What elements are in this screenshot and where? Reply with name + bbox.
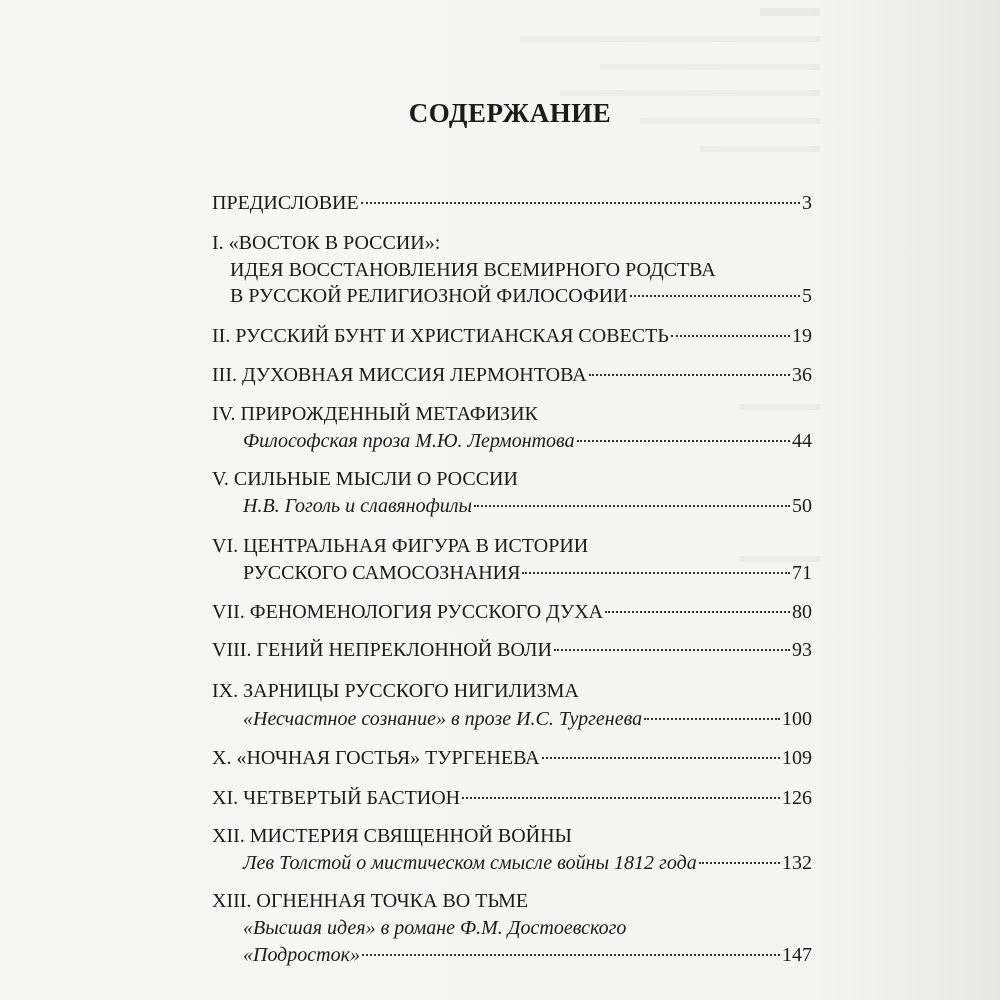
dot-leader [474, 505, 790, 507]
toc-entry-8 [212, 637, 812, 663]
dot-leader [630, 295, 800, 297]
page-title: СОДЕРЖАНИЕ [408, 98, 612, 128]
dot-leader [554, 649, 790, 651]
page-gutter-shadow [825, 0, 1000, 1000]
toc-entry-10 [212, 745, 812, 771]
toc-entry-6-line1: VI. ЦЕНТРАЛЬНАЯ ФИГУРА В ИСТОРИИ [212, 535, 589, 557]
toc-entry-13-title: XIII. ОГНЕННАЯ ТОЧКА ВО ТЬМЕ [212, 890, 529, 912]
toc-entry-7 [212, 599, 812, 625]
toc-entry-1-line1: I. «ВОСТОК В РОССИИ»: [212, 232, 441, 254]
toc-entry-preface [212, 190, 812, 216]
toc-entry-13 [243, 942, 812, 968]
dot-leader [589, 374, 790, 376]
toc-entry-9 [243, 706, 812, 732]
page-number: 100 [782, 708, 812, 730]
dot-leader [362, 954, 780, 956]
page-number: 93 [792, 639, 812, 661]
page-number: 36 [792, 364, 812, 386]
page-number: 71 [792, 562, 812, 584]
toc-entry-title: X. «НОЧНАЯ ГОСТЬЯ» ТУРГЕНЕВА [212, 747, 540, 769]
toc-entry-13-subtitle: «Высшая идея» в романе Ф.М. Достоевского [243, 917, 627, 939]
toc-entry-4 [243, 428, 812, 454]
toc-entry-title: XI. ЧЕТВЕРТЫЙ БАСТИОН [212, 787, 461, 809]
dot-leader [542, 757, 780, 759]
page-number: 132 [782, 852, 812, 874]
dot-leader [605, 611, 790, 613]
toc-entry-title: ПРЕДИСЛОВИЕ [212, 192, 359, 214]
toc-entry-subtitle: Н.В. Гоголь и славянофилы [243, 495, 473, 517]
toc-entry-title: II. РУССКИЙ БУНТ И ХРИСТИАНСКАЯ СОВЕСТЬ [212, 325, 669, 347]
toc-entry-subtitle: Философская проза М.Ю. Лермонтова [243, 430, 575, 452]
dot-leader [462, 797, 780, 799]
dot-leader [522, 572, 790, 574]
page-number: 109 [782, 747, 812, 769]
toc-entry-12-title: XII. МИСТЕРИЯ СВЯЩЕННОЙ ВОЙНЫ [212, 825, 572, 847]
toc-entry-title: VII. ФЕНОМЕНОЛОГИЯ РУССКОГО ДУХА [212, 601, 604, 623]
page-number: 126 [782, 787, 812, 809]
page-number: 3 [802, 192, 812, 214]
dot-leader [361, 202, 800, 204]
page-number: 50 [792, 495, 812, 517]
toc-entry-6 [243, 560, 812, 586]
toc-entry-9-title: IX. ЗАРНИЦЫ РУССКОГО НИГИЛИЗМА [212, 680, 579, 702]
toc-entry-title: РУССКОГО САМОСОЗНАНИЯ [243, 562, 521, 584]
toc-entry-5 [243, 493, 812, 519]
page-number: 147 [782, 944, 812, 966]
page-number: 19 [792, 325, 812, 347]
toc-entry-1-line2: ИДЕЯ ВОССТАНОВЛЕНИЯ ВСЕМИРНОГО РОДСТВА [230, 259, 716, 281]
toc-entry-title: В РУССКОЙ РЕЛИГИОЗНОЙ ФИЛОСОФИИ [230, 285, 628, 307]
toc-entry-subtitle: «Подросток» [243, 944, 360, 966]
toc-entry-2 [212, 323, 812, 349]
toc-entry-3 [212, 362, 812, 388]
page-number: 44 [792, 430, 812, 452]
toc-entry-subtitle: «Несчастное сознание» в прозе И.С. Тургенева [243, 708, 643, 730]
toc-entry-title: III. ДУХОВНАЯ МИССИЯ ЛЕРМОНТОВА [212, 364, 587, 386]
page-number: 80 [792, 601, 812, 623]
page-number: 5 [802, 285, 812, 307]
toc-entry-5-title: V. СИЛЬНЫЕ МЫСЛИ О РОССИИ [212, 468, 518, 490]
toc-entry-4-title: IV. ПРИРОЖДЕННЫЙ МЕТАФИЗИК [212, 403, 538, 425]
toc-entry-title: VIII. ГЕНИЙ НЕПРЕКЛОННОЙ ВОЛИ [212, 639, 552, 661]
dot-leader [644, 718, 780, 720]
toc-entry-11 [212, 785, 812, 811]
dot-leader [577, 440, 790, 442]
toc-entry-12 [243, 850, 812, 876]
toc-entry-subtitle: Лев Толстой о мистическом смысле войны 1812 года [243, 852, 697, 874]
dot-leader [671, 335, 790, 337]
dot-leader [699, 862, 780, 864]
toc-entry-1 [230, 283, 812, 309]
